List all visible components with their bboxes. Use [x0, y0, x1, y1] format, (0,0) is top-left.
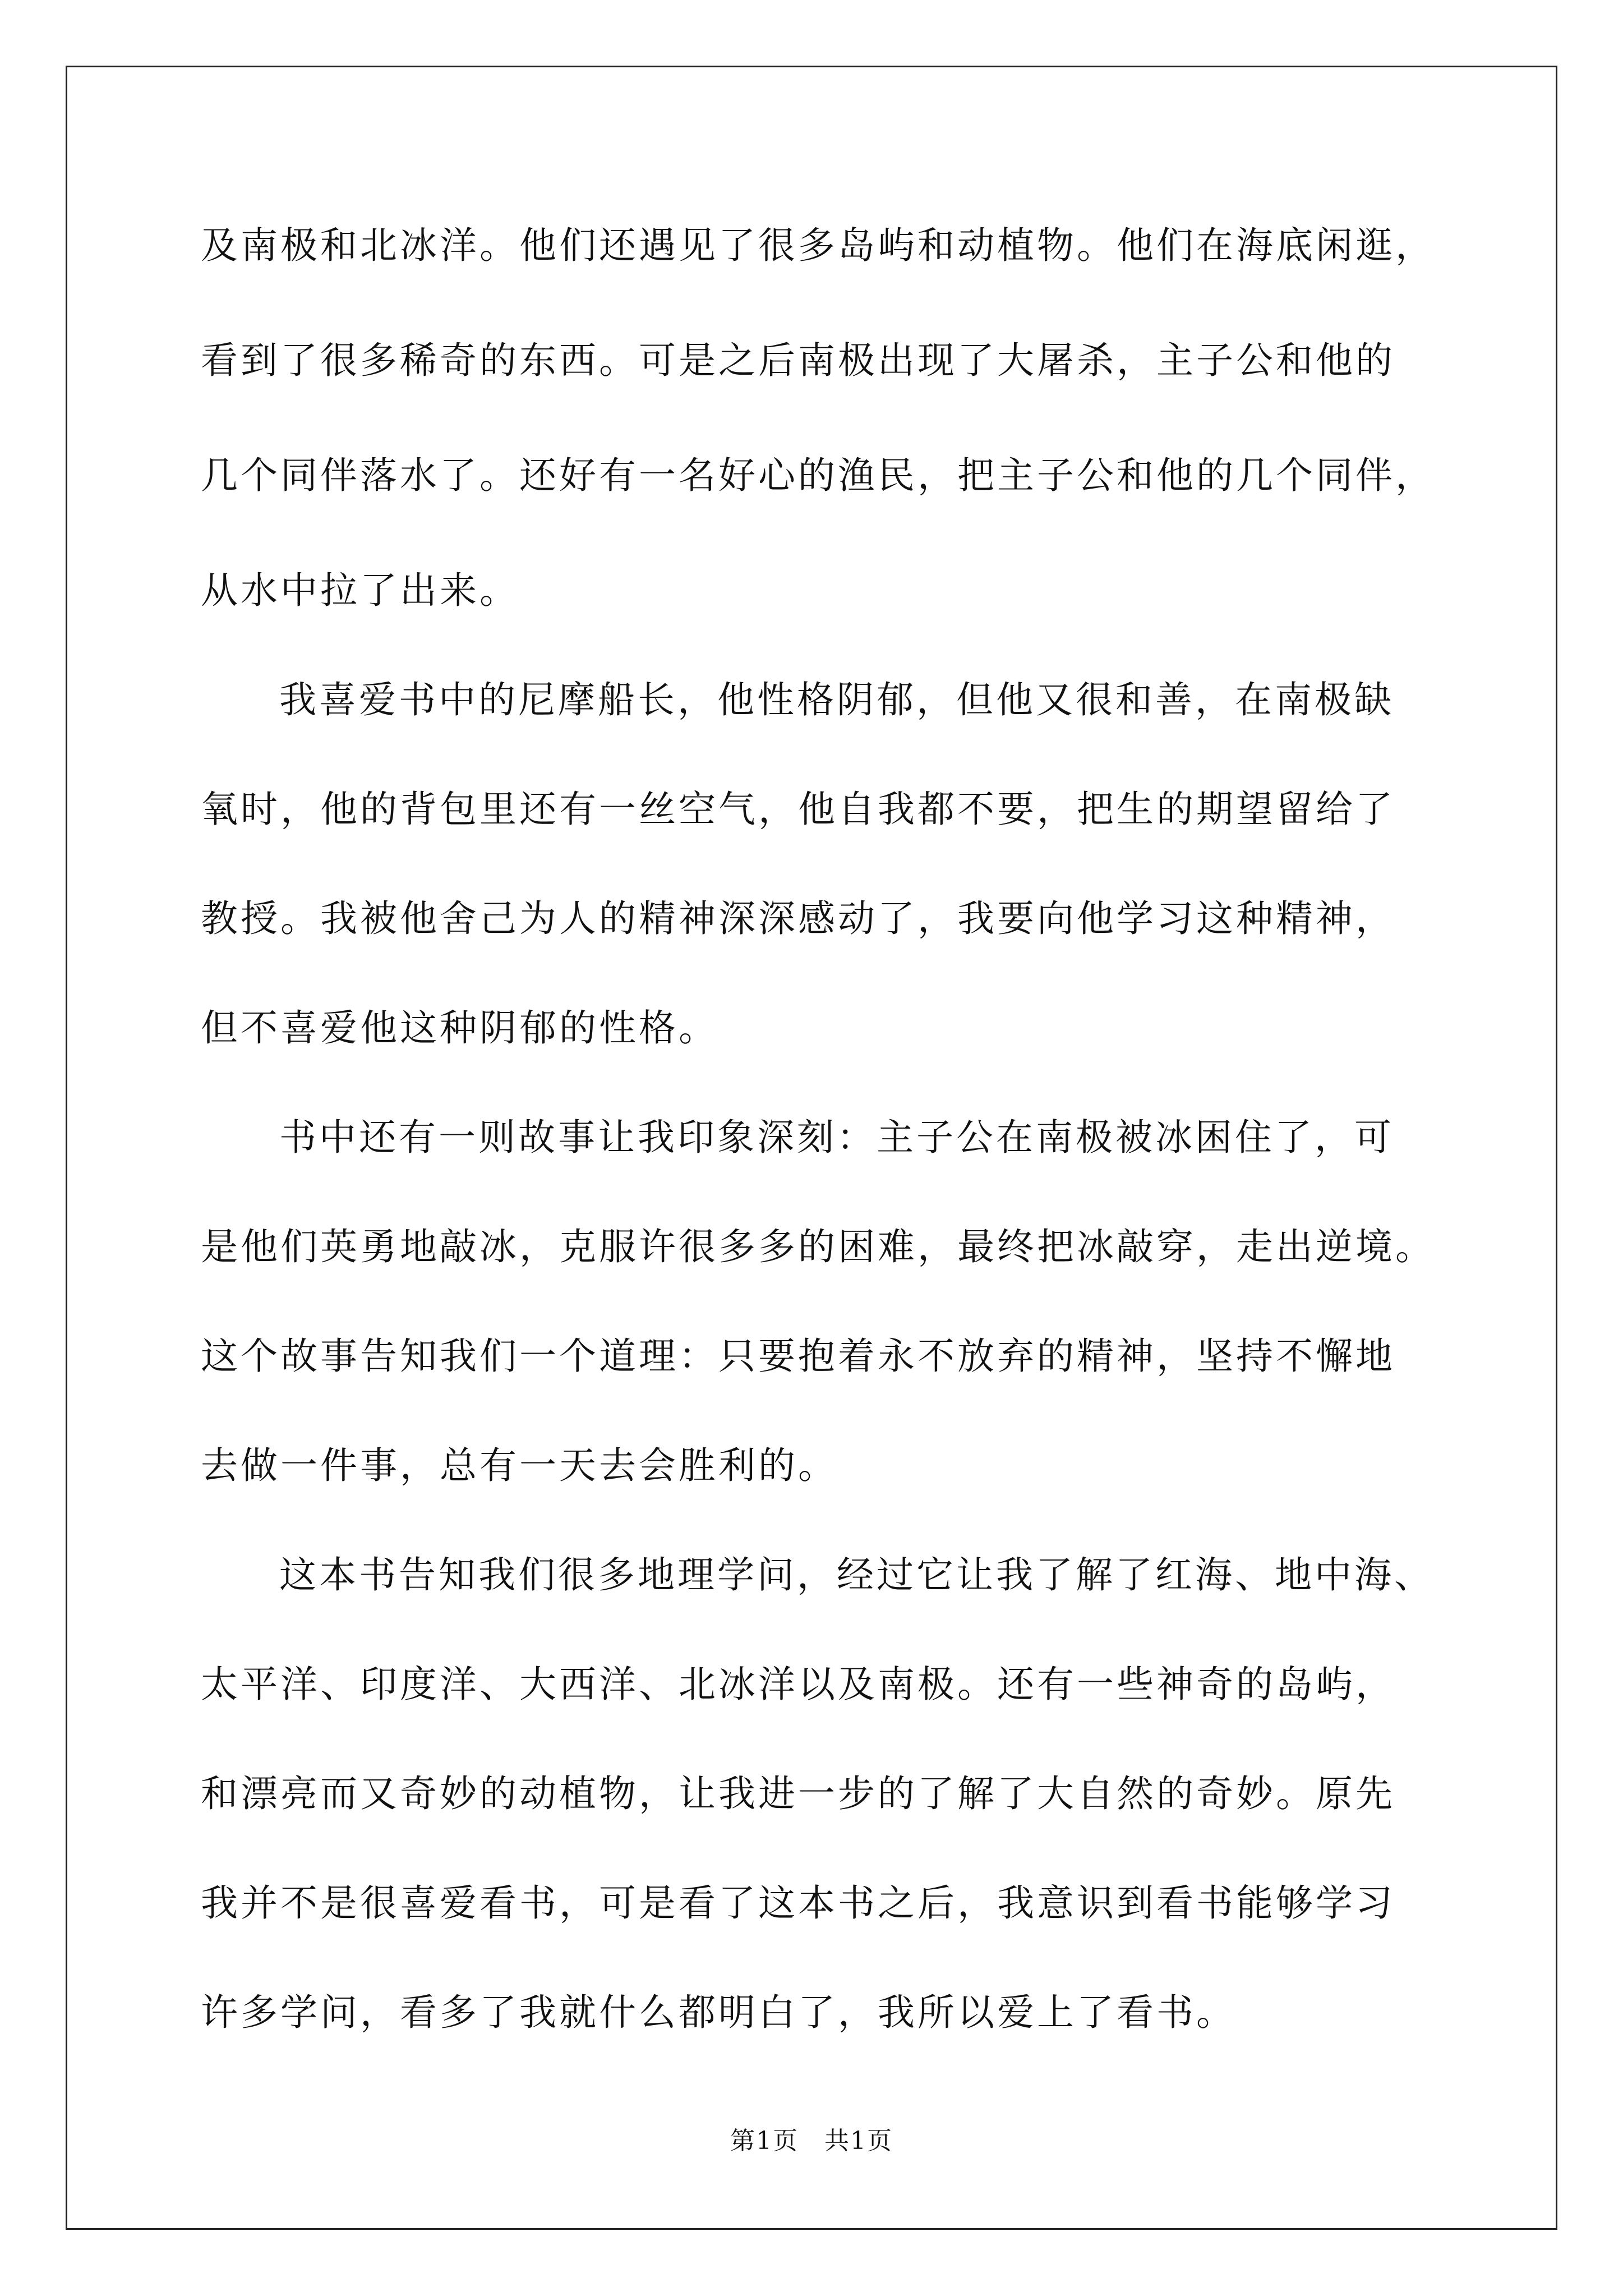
paragraph-1-line-1: 及南极和北冰洋。他们还遇见了很多岛屿和动植物。他们在海底闲逛， [201, 224, 1435, 267]
paragraph-2-line-1: 我喜爱书中的尼摩船长，他性格阴郁，但他又很和善，在南极缺 [279, 678, 1394, 721]
paragraph-1-line-3: 几个同伴落水了。还好有一名好心的渔民，把主子公和他的几个同伴， [201, 454, 1435, 497]
paragraph-4-line-5: 许多学问，看多了我就什么都明白了，我所以爱上了看书。 [201, 1991, 1236, 2034]
paragraph-4-line-4: 我并不是很喜爱看书，可是看了这本书之后，我意识到看书能够学习 [201, 1881, 1395, 1925]
paragraph-3-line-3: 这个故事告知我们一个道理：只要抱着永不放弃的精神，坚持不懈地 [201, 1335, 1395, 1378]
paragraph-4-line-3: 和漂亮而又奇妙的动植物，让我进一步的了解了大自然的奇妙。原先 [201, 1772, 1395, 1815]
paragraph-3-line-1: 书中还有一则故事让我印象深刻：主子公在南极被冰困住了，可 [279, 1116, 1394, 1159]
paragraph-2-line-3: 教授。我被他舍己为人的精神深深感动了，我要向他学习这种精神， [201, 897, 1395, 940]
paragraph-4-line-2: 太平洋、印度洋、大西洋、北冰洋以及南极。还有一些神奇的岛屿， [201, 1663, 1395, 1706]
paragraph-4-line-1: 这本书告知我们很多地理学问，经过它让我了解了红海、地中海、 [279, 1553, 1434, 1596]
paragraph-3-line-2: 是他们英勇地敲冰，克服许很多多的困难，最终把冰敲穿，走出逆境。 [201, 1225, 1435, 1268]
page-footer: 第1页 共1页 [730, 2127, 893, 2155]
paragraph-2-line-2: 氧时，他的背包里还有一丝空气，他自我都不要，把生的期望留给了 [201, 788, 1395, 831]
paragraph-1-line-4: 从水中拉了出来。 [201, 569, 519, 612]
paragraph-3-line-4: 去做一件事，总有一天去会胜利的。 [201, 1444, 838, 1487]
paragraph-1-line-2: 看到了很多稀奇的东西。可是之后南极出现了大屠杀，主子公和他的 [201, 339, 1395, 382]
paragraph-2-line-4: 但不喜爱他这种阴郁的性格。 [201, 1006, 718, 1050]
